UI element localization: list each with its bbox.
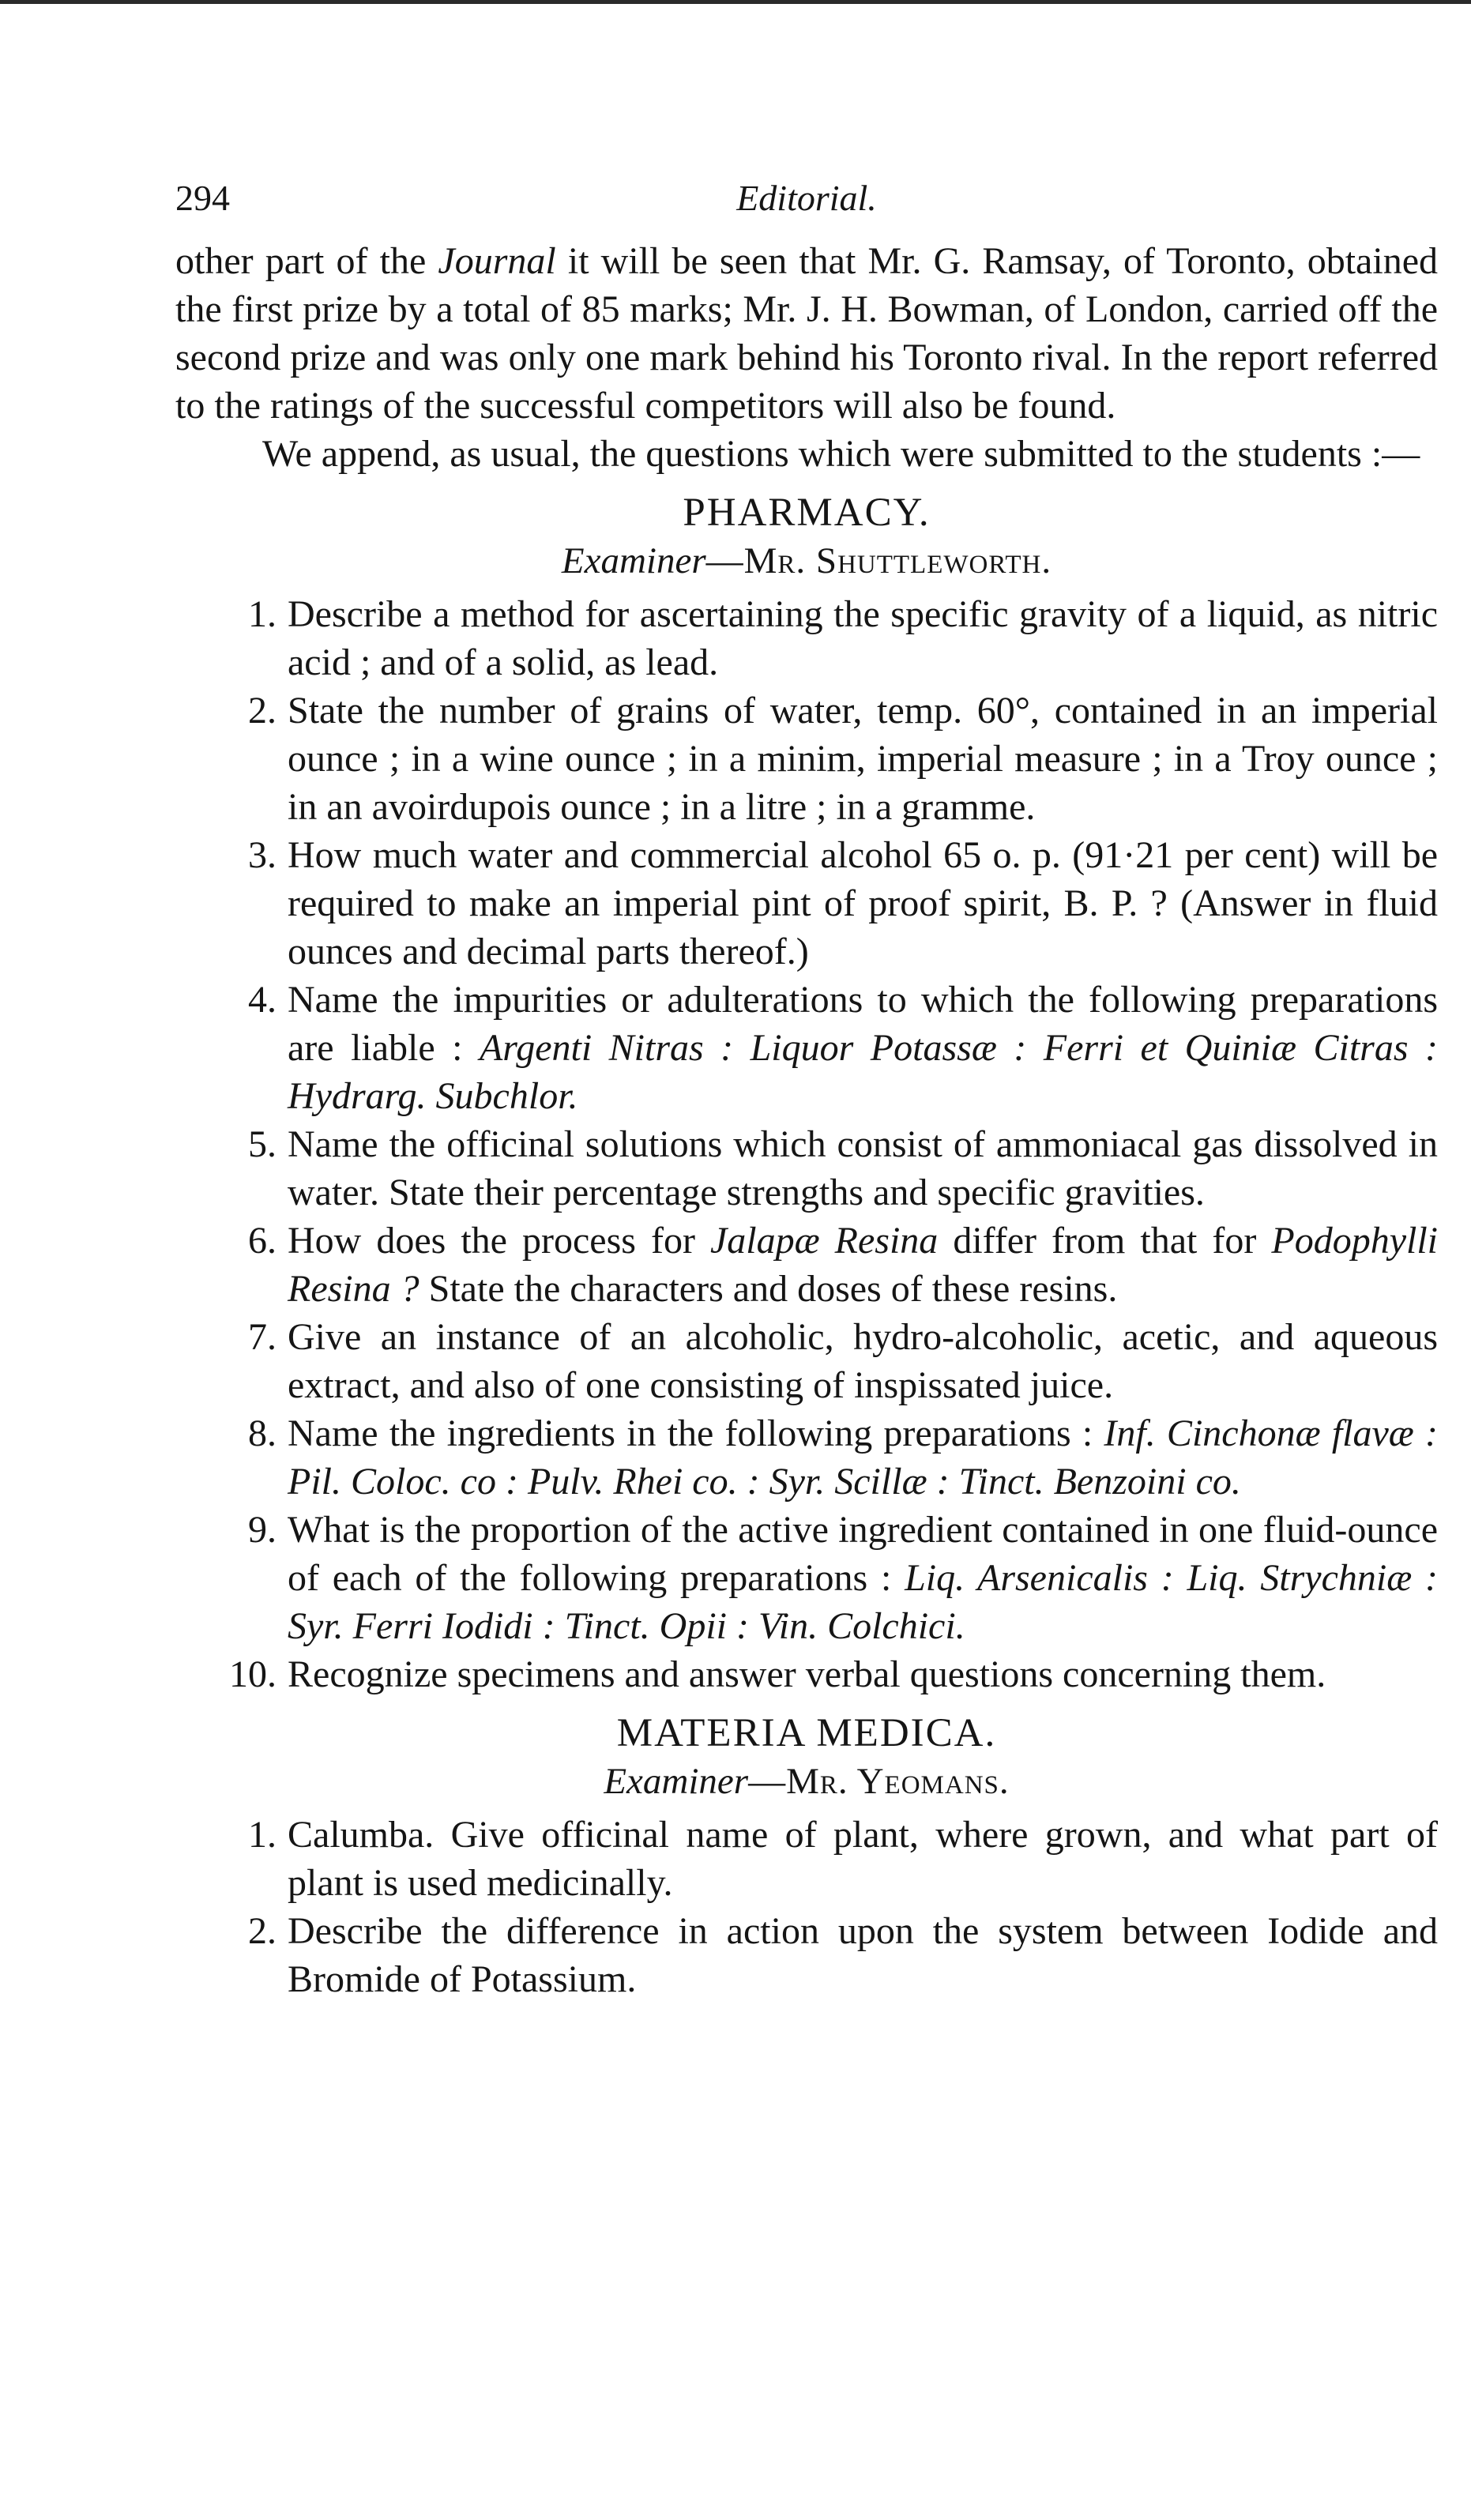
question-item: 1. Describe a method for ascertaining the specific gravity of a liquid, as nitric acid ; and of a solid, as lead. (175, 590, 1438, 686)
question-number: 4. (248, 979, 277, 1021)
top-rule (0, 0, 1471, 4)
page-number: 294 (175, 178, 230, 218)
question-list (175, 590, 1438, 1698)
question-item: 8. Name the ingredients in the following preparations : Inf. Cinchonæ flavæ : Pil. Coloc. co : Pulv. Rhei co. : Syr. Scillæ : Tinct. Benzoini co. (175, 1409, 1438, 1506)
question-number: 3. (248, 834, 277, 876)
question-item: 5. Name the officinal solutions which consist of ammoniacal gas dissolved in water. State their percentage strengths and specific gravities. (175, 1120, 1438, 1217)
question-item: 1. Calumba. Give officinal name of plant, where grown, and what part of plant is used medicinally. (175, 1811, 1438, 1907)
question-number: 9. (248, 1509, 277, 1551)
examiner-role: Examiner (561, 540, 706, 581)
question-item: 6. How does the process for Jalapæ Resina differ from that for Podophylli Resina ? State the characters and doses of these resins. (175, 1217, 1438, 1313)
page-header (175, 174, 1438, 237)
question-number: 10. (229, 1653, 277, 1695)
examiner-line (175, 537, 1438, 585)
question-number: 1. (248, 593, 277, 635)
examiner-role: Examiner (604, 1761, 749, 1802)
question-item: 9. What is the proportion of the active ingredient contained in one fluid-ounce of each of the following preparations : Liq. Arsenicalis : Liq. Strychniæ : Syr. Ferri Iodidi : Tinct. Opii : Vin. Colchici. (175, 1506, 1438, 1650)
question-number: 6. (248, 1220, 277, 1262)
page (175, 174, 1438, 2003)
question-item: 7. Give an instance of an alcoholic, hydro-alcoholic, acetic, and aqueous extract, and also of one consisting of inspissated juice. (175, 1313, 1438, 1409)
question-number: 5. (248, 1123, 277, 1165)
question-item: 3. How much water and commercial alcohol 65 o. p. (91·21 per cent) will be required to make an imperial pint of proof spirit, B. P. ? (Answer in fluid ounces and decimal parts thereof.) (175, 831, 1438, 976)
section-title: MATERIA MEDICA. (616, 1711, 997, 1755)
question-number: 2. (248, 690, 277, 732)
examiner-line (175, 1758, 1438, 1806)
running-title: Editorial. (736, 178, 877, 218)
examiner-name: —Mr. Yeomans. (748, 1761, 1010, 1802)
intro-paragraph-1: other part of the Journal it will be seen that Mr. G. Ramsay, of Toronto, obtained the first prize by a total of 85 marks; Mr. J. H. Bowman, of London, carried off the second prize and was only one mark behind his Toronto rival. In the report referred to the ratings of the successful competitors will also be found. (175, 240, 1438, 427)
question-number: 8. (248, 1412, 277, 1454)
examiner-name: —Mr. Shuttleworth. (705, 540, 1052, 581)
question-list (175, 1811, 1438, 2003)
question-item: 2. State the number of grains of water, temp. 60°, contained in an imperial ounce ; in a wine ounce ; in a minim, imperial measure ; in a Troy ounce ; in an avoirdupois ounce ; in a litre ; in a gramme. (175, 686, 1438, 831)
question-number: 7. (248, 1316, 277, 1358)
question-number: 2. (248, 1910, 277, 1952)
pharmacy-section (175, 489, 1438, 1698)
question-number: 1. (248, 1814, 277, 1856)
intro-paragraph-2: We append, as usual, the questions which were submitted to the students :— (262, 433, 1420, 475)
materia-medica-section (175, 1709, 1438, 2003)
question-item: 10. Recognize specimens and answer verbal questions concerning them. (175, 1650, 1438, 1698)
question-item: 2. Describe the difference in action upon the system between Iodide and Bromide of Potassium. (175, 1907, 1438, 2003)
section-title: PHARMACY. (683, 491, 931, 535)
question-item: 4. Name the impurities or adulterations to which the following preparations are liable : Argenti Nitras : Liquor Potassæ : Ferri et Quiniæ Citras : Hydrarg. Subchlor. (175, 976, 1438, 1120)
